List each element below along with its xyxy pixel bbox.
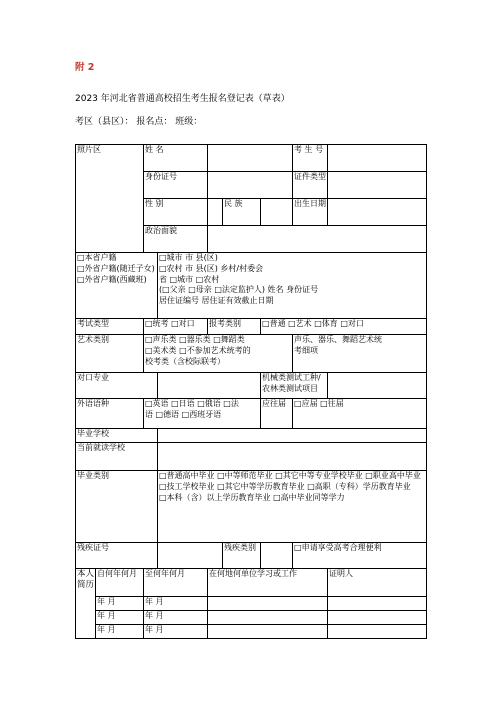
grad-category-line[interactable]: □本科（含）以上学历教育毕业 □高中毕业同等学力: [159, 492, 345, 502]
political-label-cell: [144, 226, 208, 253]
political-field[interactable]: [208, 226, 427, 253]
id-no-field[interactable]: [208, 172, 293, 199]
art-label-cell: [76, 335, 144, 373]
grad-category-label-cell: [76, 471, 158, 543]
resume-header-label: 至何年何月: [145, 569, 185, 578]
report-category-label-cell: [208, 319, 261, 335]
resume-from-field[interactable]: [96, 611, 144, 625]
ethnicity-label: 民 族: [224, 199, 243, 208]
grad-category-options[interactable]: [158, 471, 427, 543]
form-title: 2023 年河北省普通高校招生考生报名登记表（草表）: [75, 94, 290, 104]
ethnicity-label-cell: [223, 199, 261, 226]
gender-label: 性 别: [145, 199, 164, 208]
birth-field[interactable]: [328, 199, 427, 226]
resume-to-field[interactable]: [144, 611, 208, 625]
hukou-detail-line: (□父亲 □母亲 □法定监护人) 姓名 身份证号: [159, 285, 319, 295]
language-label: 外语语种: [77, 399, 109, 408]
hukou-option-local[interactable]: □本省户籍: [77, 253, 117, 262]
vocational-field[interactable]: [158, 373, 261, 399]
report-category-label: 报考类别: [209, 319, 242, 328]
hukou-detail-line: 省 □城市 □农村: [159, 274, 220, 284]
exam-type-label-cell: [76, 319, 144, 335]
report-category-options[interactable]: [261, 319, 427, 335]
birth-label-cell: [293, 199, 328, 226]
name-label-cell: [144, 145, 208, 172]
hukou-detail-line: □农村 市 县(区) 乡村/村委会: [159, 263, 264, 273]
resume-header-place: [208, 569, 328, 597]
grad-category-line[interactable]: □普通高中毕业 □中等师范毕业 □其它中等专业学校毕业 □职业高中毕业: [159, 471, 421, 480]
exam-no-label-cell: [293, 145, 328, 172]
exam-no-label: 考 生 号: [294, 145, 324, 154]
disability-cert-label-cell: [76, 543, 158, 569]
gender-field[interactable]: [208, 199, 223, 226]
disability-type-label: 残疾类别: [224, 543, 257, 552]
hukou-detail-line: 居住证编号 居住证有效截止日期: [159, 296, 274, 306]
table-row: [76, 611, 427, 625]
art-options[interactable]: [144, 335, 293, 373]
appendix-label: 附 2: [75, 62, 95, 73]
disability-cert-label: 残疾证号: [77, 543, 109, 552]
current-school-field[interactable]: [158, 443, 427, 471]
resume-place-field[interactable]: [208, 611, 328, 625]
hukou-detail-line: □城市 市 县(区): [159, 253, 218, 262]
art-sub-label: 声乐、器乐、舞蹈艺术统考细项: [294, 335, 383, 355]
id-type-label-cell: [293, 172, 328, 199]
hukou-options[interactable]: [76, 253, 158, 319]
grad-category-line[interactable]: □技工学校毕业 □其它中等学历教育毕业 □高职（专科）学历教育毕业: [159, 481, 411, 491]
exam-type-checkboxes[interactable]: □统考 □对口: [145, 319, 195, 328]
resume-witness-field[interactable]: [328, 625, 427, 639]
political-label: 政治面貌: [145, 226, 177, 235]
id-type-label: 证件类型: [294, 172, 327, 181]
resume-header-label: 在何地何单位学习或工作: [209, 569, 298, 578]
resume-label-cell: [76, 569, 96, 639]
accommodation-checkbox[interactable]: □申请享受高考合理便利: [294, 543, 382, 552]
grad-category-label: 毕业类别: [77, 471, 109, 480]
resume-to-field[interactable]: [144, 625, 208, 639]
id-no-label: 身份证号: [145, 172, 177, 181]
grad-school-label-cell: [76, 429, 158, 443]
vocational-test-cell: [261, 373, 328, 399]
photo-area[interactable]: [76, 145, 144, 253]
grad-school-label: 毕业学校: [77, 429, 109, 438]
birth-label: 出生日期: [294, 199, 327, 208]
vocational-label-cell: [76, 373, 158, 399]
registration-form-table: [75, 144, 427, 639]
table-row: [76, 625, 427, 639]
resume-date-text: 年 月: [145, 597, 164, 606]
resume-witness-field[interactable]: [328, 597, 427, 611]
resume-witness-field[interactable]: [328, 611, 427, 625]
resume-header-label: 自何年何月: [97, 569, 137, 578]
vocational-test-label: 机械类测试工种/农林类测试项目: [262, 373, 321, 393]
vocational-test-field[interactable]: [328, 373, 427, 399]
art-option-line[interactable]: 校考类（含校际联考）: [145, 356, 225, 366]
exam-location-line: 考区（县区）： 报名点： 班级：: [75, 117, 203, 127]
resume-header-label: 证明人: [329, 569, 354, 578]
language-label-cell: [76, 399, 144, 429]
hukou-detail[interactable]: [158, 253, 427, 319]
art-option-line[interactable]: □美术类 □不参加艺术统考的: [145, 345, 251, 355]
resume-label: 本人简历: [77, 569, 95, 591]
hukou-option-tibet[interactable]: □外省户籍(西藏班): [77, 274, 147, 284]
exam-no-field[interactable]: [328, 145, 427, 172]
vocational-label: 对口专业: [77, 373, 109, 382]
resume-date-text: 年 月: [97, 611, 116, 620]
resume-date-text: 年 月: [97, 625, 116, 634]
grad-status-label-cell: [261, 399, 293, 429]
language-option-line[interactable]: □英语 □日语 □俄语 □法: [145, 399, 239, 408]
disability-type-field[interactable]: [261, 543, 293, 569]
resume-place-field[interactable]: [208, 625, 328, 639]
language-option-line[interactable]: 语 □德语 □西班牙语: [145, 409, 222, 419]
resume-date-text: 年 月: [145, 611, 164, 620]
resume-from-field[interactable]: [96, 625, 144, 639]
current-school-label-cell: [76, 443, 158, 471]
grad-status-label: 应往届: [262, 399, 287, 408]
photo-area-label: 照片区: [77, 145, 101, 154]
resume-place-field[interactable]: [208, 597, 328, 611]
disability-type-label-cell: [223, 543, 261, 569]
id-type-field[interactable]: [328, 172, 427, 199]
exam-type-options[interactable]: [144, 319, 208, 335]
table-row: [76, 597, 427, 611]
name-label: 姓 名: [145, 145, 164, 154]
gender-label-cell: [144, 199, 208, 226]
resume-header-from: [96, 569, 144, 597]
grad-school-field[interactable]: [158, 429, 427, 443]
id-no-label-cell: [144, 172, 208, 199]
art-option-line[interactable]: □声乐类 □器乐类 □舞蹈类: [145, 335, 245, 344]
current-school-label: 当前就读学校: [77, 443, 125, 452]
disability-cert-field[interactable]: [158, 543, 223, 569]
resume-to-field[interactable]: [144, 597, 208, 611]
ethnicity-field[interactable]: [261, 199, 293, 226]
resume-from-field[interactable]: [96, 597, 144, 611]
resume-header-to: [144, 569, 208, 597]
exam-type-label: 考试类型: [77, 319, 109, 328]
language-options[interactable]: [144, 399, 261, 429]
resume-header-witness: [328, 569, 427, 597]
accommodation-cell[interactable]: [293, 543, 427, 569]
grad-status-options[interactable]: [293, 399, 427, 429]
resume-date-text: 年 月: [97, 597, 116, 606]
grad-status-checkboxes[interactable]: □应届 □往届: [294, 399, 344, 408]
resume-date-text: 年 月: [145, 625, 164, 634]
report-category-checkboxes[interactable]: □普通 □艺术 □体育 □对口: [262, 319, 364, 328]
art-sub-cell: [293, 335, 427, 373]
hukou-option-migrant[interactable]: □外省户籍(随迁子女): [77, 263, 155, 273]
name-field[interactable]: [208, 145, 293, 172]
art-category-label: 艺术类别: [77, 335, 109, 344]
